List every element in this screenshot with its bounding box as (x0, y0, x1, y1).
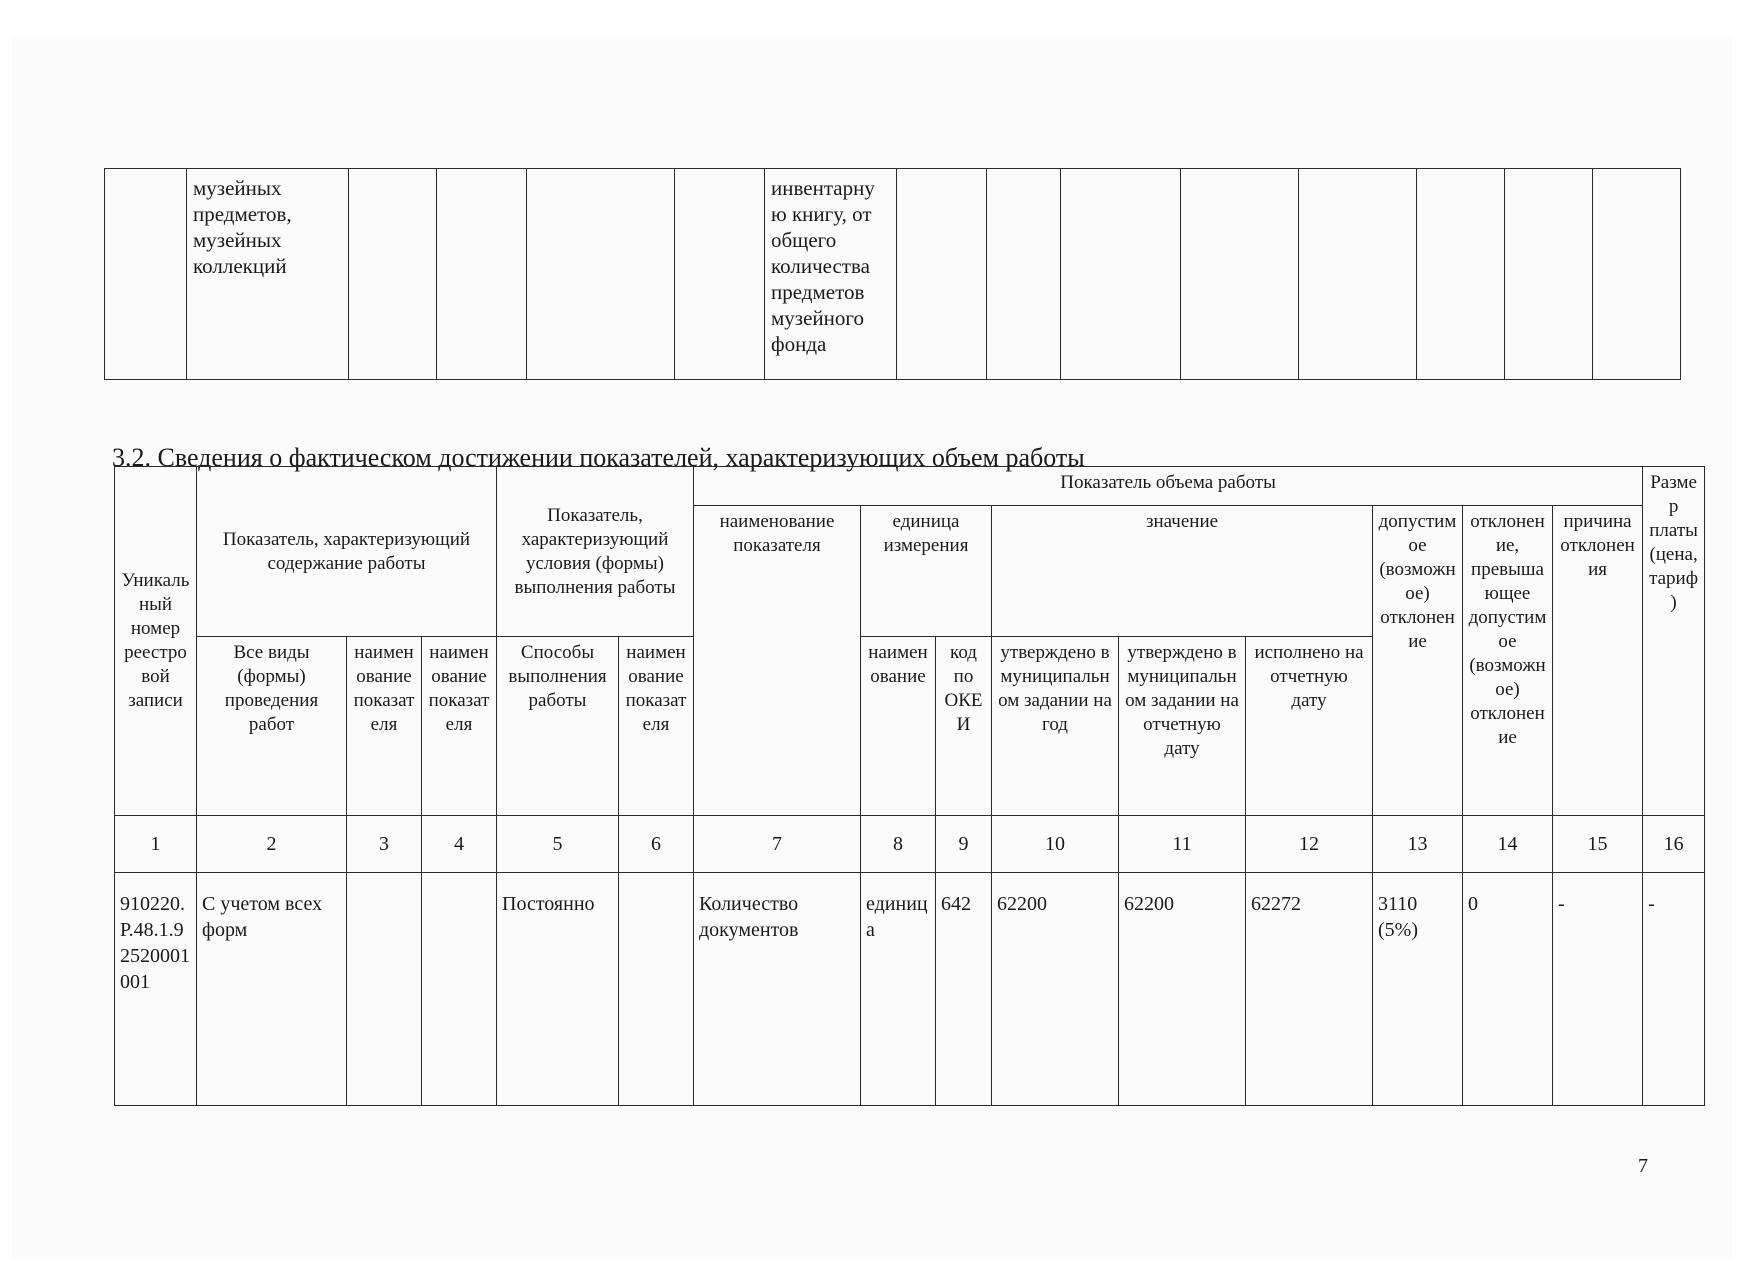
header-indicator-name-3: наименование показателя (619, 637, 694, 816)
continuation-row (105, 169, 1681, 380)
header-indicator-name: наименование показателя (694, 506, 861, 816)
header-indicator-name-2: наименование показателя (422, 637, 497, 816)
table-cell (527, 169, 675, 380)
header-allowed-deviation: допустимое (возможное) отклонение (1373, 506, 1463, 816)
column-number: 2 (197, 816, 347, 873)
header-indicator-name-1: наименование показателя (347, 637, 422, 816)
column-number: 11 (1119, 816, 1246, 873)
column-number: 12 (1246, 816, 1373, 873)
table-cell (1181, 169, 1299, 380)
table-cell (1061, 169, 1181, 380)
column-number: 1 (115, 816, 197, 873)
column-number: 10 (992, 816, 1119, 873)
table-cell (1299, 169, 1417, 380)
column-number: 5 (497, 816, 619, 873)
table-cell (437, 169, 527, 380)
column-number: 15 (1553, 816, 1643, 873)
table-cell: - (1553, 873, 1643, 1106)
table-row (115, 873, 1705, 1106)
table-cell (987, 169, 1061, 380)
table-cell: 62272 (1246, 873, 1373, 1106)
record-number-cell: 910220.Р.48.1.92520001001 (115, 873, 197, 1106)
table-cell: - (1643, 873, 1705, 1106)
table-cell: 62200 (1119, 873, 1246, 1106)
table-cell (422, 873, 497, 1106)
table-cell: музейных предметов, музейных коллекций (187, 169, 349, 380)
table-cell (1417, 169, 1505, 380)
column-number: 3 (347, 816, 422, 873)
header-unit-name: наименование (861, 637, 936, 816)
volume-table (114, 466, 1705, 1106)
column-number: 13 (1373, 816, 1463, 873)
header-approved-date: утверждено в муниципальном задании на отчетную дату (1119, 637, 1246, 816)
header-row-1 (115, 467, 1705, 506)
table-cell: 3110 (5%) (1373, 873, 1463, 1106)
table-cell (675, 169, 765, 380)
header-unit: единица измерения (861, 506, 992, 637)
table-cell (897, 169, 987, 380)
header-deviation-reason: причина отклонения (1553, 506, 1643, 816)
table-cell (349, 169, 437, 380)
column-number: 8 (861, 816, 936, 873)
page-number: 7 (1638, 1155, 1648, 1177)
table-cell: единица (861, 873, 936, 1106)
column-number: 9 (936, 816, 992, 873)
table-cell: 642 (936, 873, 992, 1106)
table-cell: инвентарную книгу, от общего количества предметов музейного фонда (765, 169, 897, 380)
column-number: 6 (619, 816, 694, 873)
table-cell: С учетом всех форм (197, 873, 347, 1106)
header-okei-code: код по ОКЕИ (936, 637, 992, 816)
header-value: значение (992, 506, 1373, 637)
table-cell: Постоянно (497, 873, 619, 1106)
table-cell (619, 873, 694, 1106)
column-number: 7 (694, 816, 861, 873)
continuation-table (104, 168, 1681, 380)
header-fee: Размер платы (цена, тариф) (1643, 467, 1705, 816)
header-volume-indicator: Показатель объема работы (694, 467, 1643, 506)
section-title: 3.2. Сведения о фактическом достижении показателей, характеризующих объем работы (112, 443, 1085, 472)
table-cell (1505, 169, 1593, 380)
table-cell (1593, 169, 1681, 380)
header-done: исполнено на отчетную дату (1246, 637, 1373, 816)
table-cell: Количество документов (694, 873, 861, 1106)
column-number-row (115, 816, 1705, 873)
column-number: 14 (1463, 816, 1553, 873)
header-conditions-indicator: Показатель, характеризующий условия (формы) выполнения работы (497, 467, 694, 637)
table-cell (347, 873, 422, 1106)
table-cell: 0 (1463, 873, 1553, 1106)
column-number: 4 (422, 816, 497, 873)
header-content-indicator: Показатель, характеризующий содержание работы (197, 467, 497, 637)
table-cell (105, 169, 187, 380)
header-methods: Способы выполнения работы (497, 637, 619, 816)
column-number: 16 (1643, 816, 1705, 873)
header-approved-year: утверждено в муниципальном задании на год (992, 637, 1119, 816)
header-all-types: Все виды (формы) проведения работ (197, 637, 347, 816)
header-unique-number: Уникальный номер реестровой записи (115, 467, 197, 816)
header-excess-deviation: отклонение, превышающее допустимое (возможное) отклонение (1463, 506, 1553, 816)
table-cell: 62200 (992, 873, 1119, 1106)
